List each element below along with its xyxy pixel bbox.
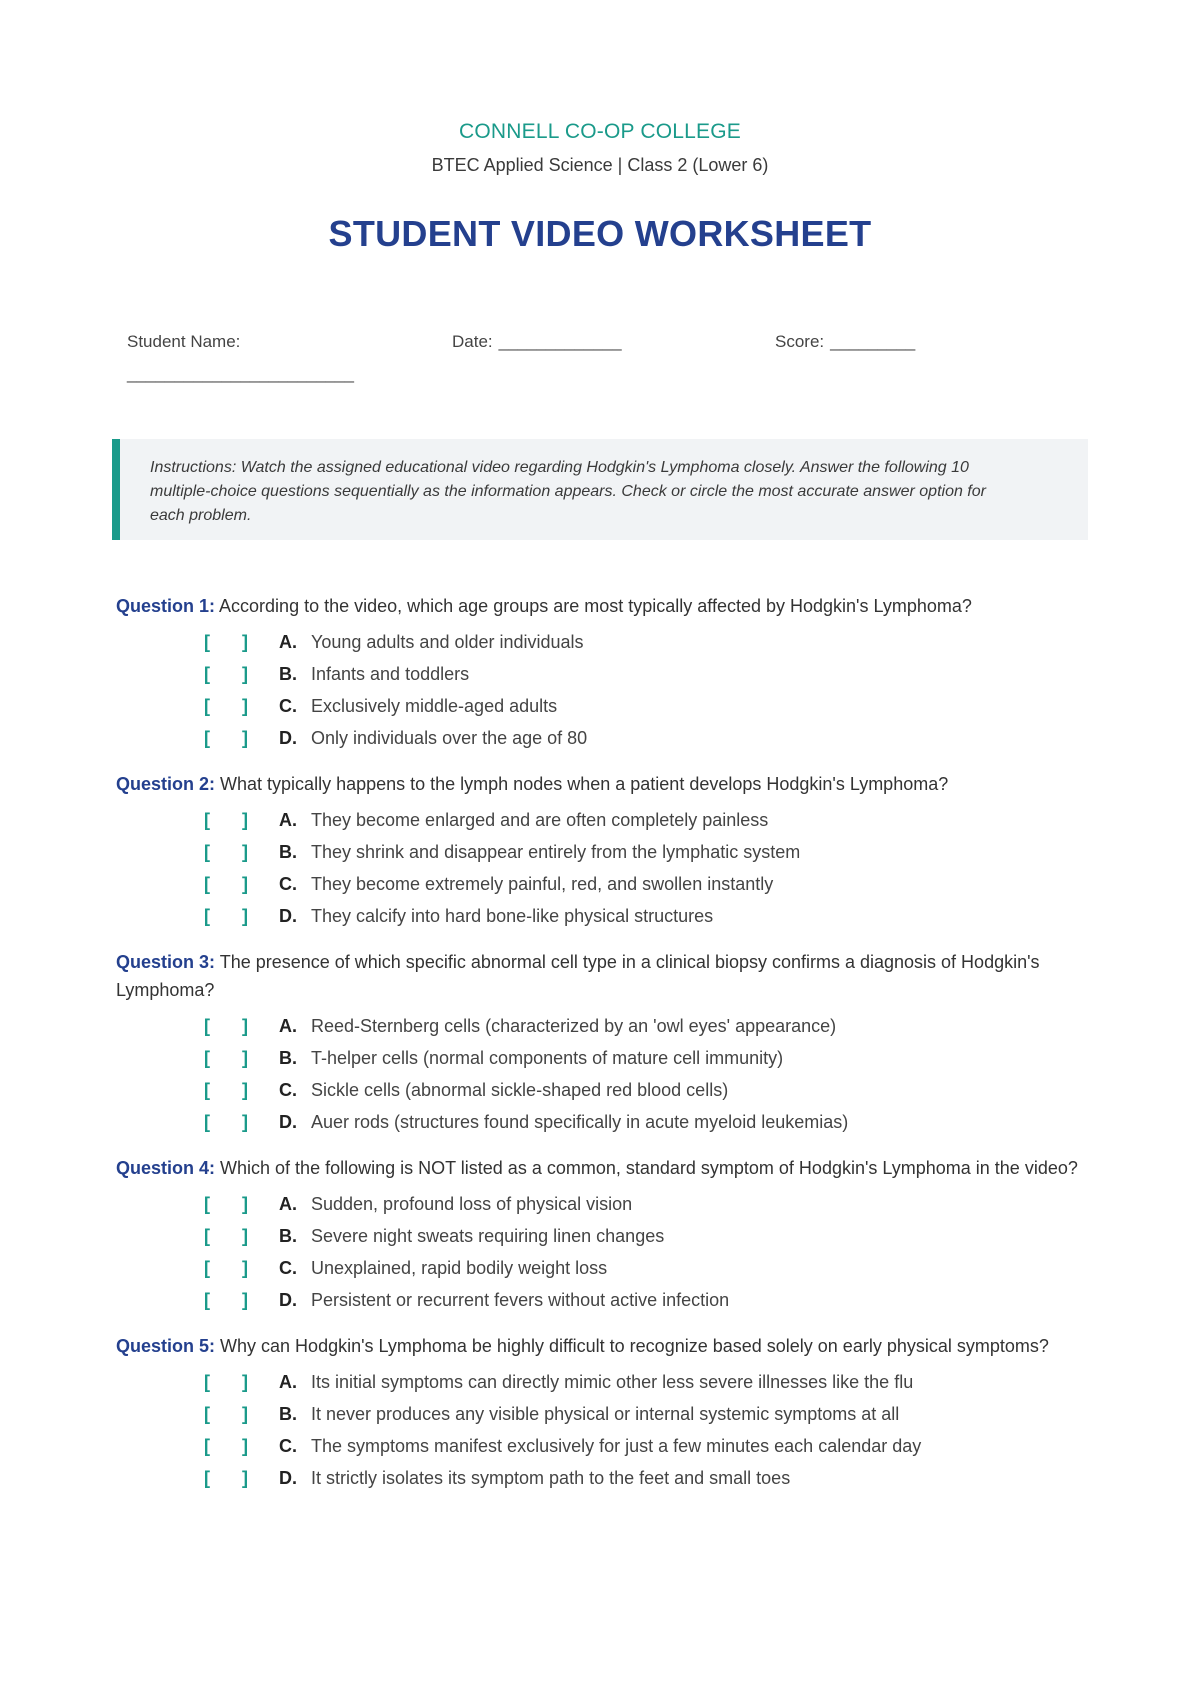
option-letter: A. xyxy=(279,810,297,830)
question-2 xyxy=(116,770,1096,932)
checkbox-close-bracket: ] xyxy=(242,728,248,748)
checkbox-open-bracket: [ xyxy=(204,1290,210,1310)
answer-option[interactable] xyxy=(116,1398,1096,1430)
checkbox-open-bracket: [ xyxy=(204,1258,210,1278)
question-text xyxy=(116,1154,1096,1182)
college-name: CONNELL CO-OP COLLEGE xyxy=(459,120,741,143)
checkbox-open-bracket: [ xyxy=(204,1016,210,1036)
option-letter: D. xyxy=(279,728,297,748)
worksheet-title: STUDENT VIDEO WORKSHEET xyxy=(328,213,872,254)
checkbox-close-bracket: ] xyxy=(242,1112,248,1132)
answer-option[interactable] xyxy=(116,1042,1096,1074)
question-list xyxy=(116,592,1096,1510)
option-letter: A. xyxy=(279,1016,297,1036)
checkbox-open-bracket: [ xyxy=(204,842,210,862)
question-label: Question 3: xyxy=(116,952,216,972)
answer-options xyxy=(116,1188,1096,1316)
checkbox-open-bracket: [ xyxy=(204,1112,210,1132)
question-text xyxy=(116,948,1096,1004)
checkbox-open-bracket: [ xyxy=(204,1372,210,1392)
checkbox-close-bracket: ] xyxy=(242,632,248,652)
checkbox-open-bracket: [ xyxy=(204,1468,210,1488)
checkbox-close-bracket: ] xyxy=(242,842,248,862)
option-letter: B. xyxy=(279,842,297,862)
question-4 xyxy=(116,1154,1096,1316)
option-text: Unexplained, rapid bodily weight loss xyxy=(311,1258,608,1278)
answer-option[interactable] xyxy=(116,1106,1096,1138)
option-text: Sickle cells (abnormal sickle-shaped red blood cells) xyxy=(311,1080,729,1100)
student-name-line[interactable]: ________________________ xyxy=(127,364,354,383)
checkbox-open-bracket: [ xyxy=(204,1194,210,1214)
option-letter: C. xyxy=(279,696,297,716)
instructions-box xyxy=(112,439,1088,540)
answer-option[interactable] xyxy=(116,1252,1096,1284)
student-name-field[interactable] xyxy=(127,332,387,384)
checkbox-close-bracket: ] xyxy=(242,1436,248,1456)
checkbox-open-bracket: [ xyxy=(204,810,210,830)
instructions-text: Instructions: Watch the assigned educational video regarding Hodgkin's Lymphoma closely. Answer the following 10 multiple-choice questions sequentially as the information appears. Check or circle the most accurate answer option for each problem. xyxy=(150,459,986,524)
question-1 xyxy=(116,592,1096,754)
question-body: What typically happens to the lymph nodes when a patient develops Hodgkin's Lymphoma? xyxy=(220,774,949,794)
option-text: Its initial symptoms can directly mimic other less severe illnesses like the flu xyxy=(311,1372,914,1392)
student-name-label: Student Name: xyxy=(127,332,241,351)
option-text: Persistent or recurrent fevers without active infection xyxy=(311,1290,730,1310)
option-text: They become extremely painful, red, and swollen instantly xyxy=(311,874,774,894)
question-3 xyxy=(116,948,1096,1138)
option-text: T-helper cells (normal components of mature cell immunity) xyxy=(311,1048,784,1068)
option-text: The symptoms manifest exclusively for just a few minutes each calendar day xyxy=(311,1436,922,1456)
checkbox-close-bracket: ] xyxy=(242,1290,248,1310)
checkbox-open-bracket: [ xyxy=(204,874,210,894)
option-letter: A. xyxy=(279,1194,297,1214)
checkbox-open-bracket: [ xyxy=(204,1048,210,1068)
checkbox-open-bracket: [ xyxy=(204,1404,210,1424)
date-line[interactable]: _____________ xyxy=(498,332,622,351)
option-text: Sudden, profound loss of physical vision xyxy=(311,1194,633,1214)
checkbox-open-bracket: [ xyxy=(204,696,210,716)
option-text: Severe night sweats requiring linen changes xyxy=(311,1226,665,1246)
answer-options xyxy=(116,626,1096,754)
question-text xyxy=(116,592,1096,620)
answer-option[interactable] xyxy=(116,626,1096,658)
checkbox-close-bracket: ] xyxy=(242,1226,248,1246)
option-text: It never produces any visible physical or internal systemic symptoms at all xyxy=(311,1404,900,1424)
option-letter: D. xyxy=(279,1468,297,1488)
answer-option[interactable] xyxy=(116,1188,1096,1220)
option-letter: A. xyxy=(279,632,297,652)
answer-options xyxy=(116,1366,1096,1494)
answer-option[interactable] xyxy=(116,722,1096,754)
option-text: They shrink and disappear entirely from the lymphatic system xyxy=(311,842,801,862)
answer-option[interactable] xyxy=(116,804,1096,836)
option-letter: D. xyxy=(279,1112,297,1132)
date-field[interactable] xyxy=(452,332,622,352)
checkbox-close-bracket: ] xyxy=(242,1372,248,1392)
score-label: Score: xyxy=(775,332,825,351)
question-label: Question 2: xyxy=(116,774,216,794)
checkbox-open-bracket: [ xyxy=(204,632,210,652)
answer-option[interactable] xyxy=(116,658,1096,690)
option-letter: C. xyxy=(279,874,297,894)
checkbox-close-bracket: ] xyxy=(242,1080,248,1100)
option-letter: B. xyxy=(279,1404,297,1424)
checkbox-open-bracket: [ xyxy=(204,664,210,684)
answer-option[interactable] xyxy=(116,836,1096,868)
answer-options xyxy=(116,1010,1096,1138)
question-text xyxy=(116,770,1096,798)
checkbox-close-bracket: ] xyxy=(242,1048,248,1068)
option-letter: C. xyxy=(279,1258,297,1278)
course-subtitle: BTEC Applied Science | Class 2 (Lower 6) xyxy=(431,155,769,175)
option-letter: D. xyxy=(279,906,297,926)
option-letter: B. xyxy=(279,1226,297,1246)
option-text: Auer rods (structures found specifically in acute myeloid leukemias) xyxy=(311,1112,849,1132)
option-letter: A. xyxy=(279,1372,297,1392)
option-letter: B. xyxy=(279,664,297,684)
checkbox-close-bracket: ] xyxy=(242,1468,248,1488)
option-text: Infants and toddlers xyxy=(311,664,470,684)
option-text: Only individuals over the age of 80 xyxy=(311,728,588,748)
checkbox-close-bracket: ] xyxy=(242,1258,248,1278)
checkbox-open-bracket: [ xyxy=(204,1436,210,1456)
checkbox-close-bracket: ] xyxy=(242,696,248,716)
answer-option[interactable] xyxy=(116,900,1096,932)
option-text: They calcify into hard bone-like physical structures xyxy=(311,906,714,926)
question-label: Question 1: xyxy=(116,596,216,616)
option-letter: C. xyxy=(279,1080,297,1100)
option-text: Young adults and older individuals xyxy=(311,632,584,652)
checkbox-close-bracket: ] xyxy=(242,906,248,926)
option-letter: B. xyxy=(279,1048,297,1068)
answer-option[interactable] xyxy=(116,1284,1096,1316)
question-body: Which of the following is NOT listed as a common, standard symptom of Hodgkin's Lymphoma in the video? xyxy=(220,1158,1078,1178)
checkbox-close-bracket: ] xyxy=(242,1194,248,1214)
answer-options xyxy=(116,804,1096,932)
option-text: It strictly isolates its symptom path to the feet and small toes xyxy=(311,1468,791,1488)
option-text: Exclusively middle-aged adults xyxy=(311,696,558,716)
answer-option[interactable] xyxy=(116,1462,1096,1494)
question-5 xyxy=(116,1332,1096,1494)
option-letter: D. xyxy=(279,1290,297,1310)
score-field[interactable] xyxy=(775,332,915,352)
score-line[interactable]: _________ xyxy=(830,332,916,351)
checkbox-close-bracket: ] xyxy=(242,664,248,684)
question-body: Why can Hodgkin's Lymphoma be highly difficult to recognize based solely on early physical symptoms? xyxy=(220,1336,1049,1356)
question-label: Question 4: xyxy=(116,1158,216,1178)
date-label: Date: xyxy=(452,332,493,351)
answer-option[interactable] xyxy=(116,1074,1096,1106)
checkbox-close-bracket: ] xyxy=(242,810,248,830)
checkbox-open-bracket: [ xyxy=(204,1080,210,1100)
answer-option[interactable] xyxy=(116,690,1096,722)
answer-option[interactable] xyxy=(116,1366,1096,1398)
question-body: According to the video, which age groups are most typically affected by Hodgkin's Lymphoma? xyxy=(219,596,972,616)
checkbox-open-bracket: [ xyxy=(204,906,210,926)
checkbox-close-bracket: ] xyxy=(242,874,248,894)
answer-option[interactable] xyxy=(116,868,1096,900)
question-body: The presence of which specific abnormal cell type in a clinical biopsy confirms a diagnosis of Hodgkin's Lymphoma? xyxy=(116,952,1040,1000)
answer-option[interactable] xyxy=(116,1430,1096,1462)
option-text: Reed-Sternberg cells (characterized by an 'owl eyes' appearance) xyxy=(311,1016,837,1036)
checkbox-open-bracket: [ xyxy=(204,728,210,748)
answer-option[interactable] xyxy=(116,1220,1096,1252)
checkbox-close-bracket: ] xyxy=(242,1016,248,1036)
checkbox-open-bracket: [ xyxy=(204,1226,210,1246)
answer-option[interactable] xyxy=(116,1010,1096,1042)
question-label: Question 5: xyxy=(116,1336,216,1356)
checkbox-close-bracket: ] xyxy=(242,1404,248,1424)
option-text: They become enlarged and are often completely painless xyxy=(311,810,769,830)
option-letter: C. xyxy=(279,1436,297,1456)
question-text xyxy=(116,1332,1096,1360)
